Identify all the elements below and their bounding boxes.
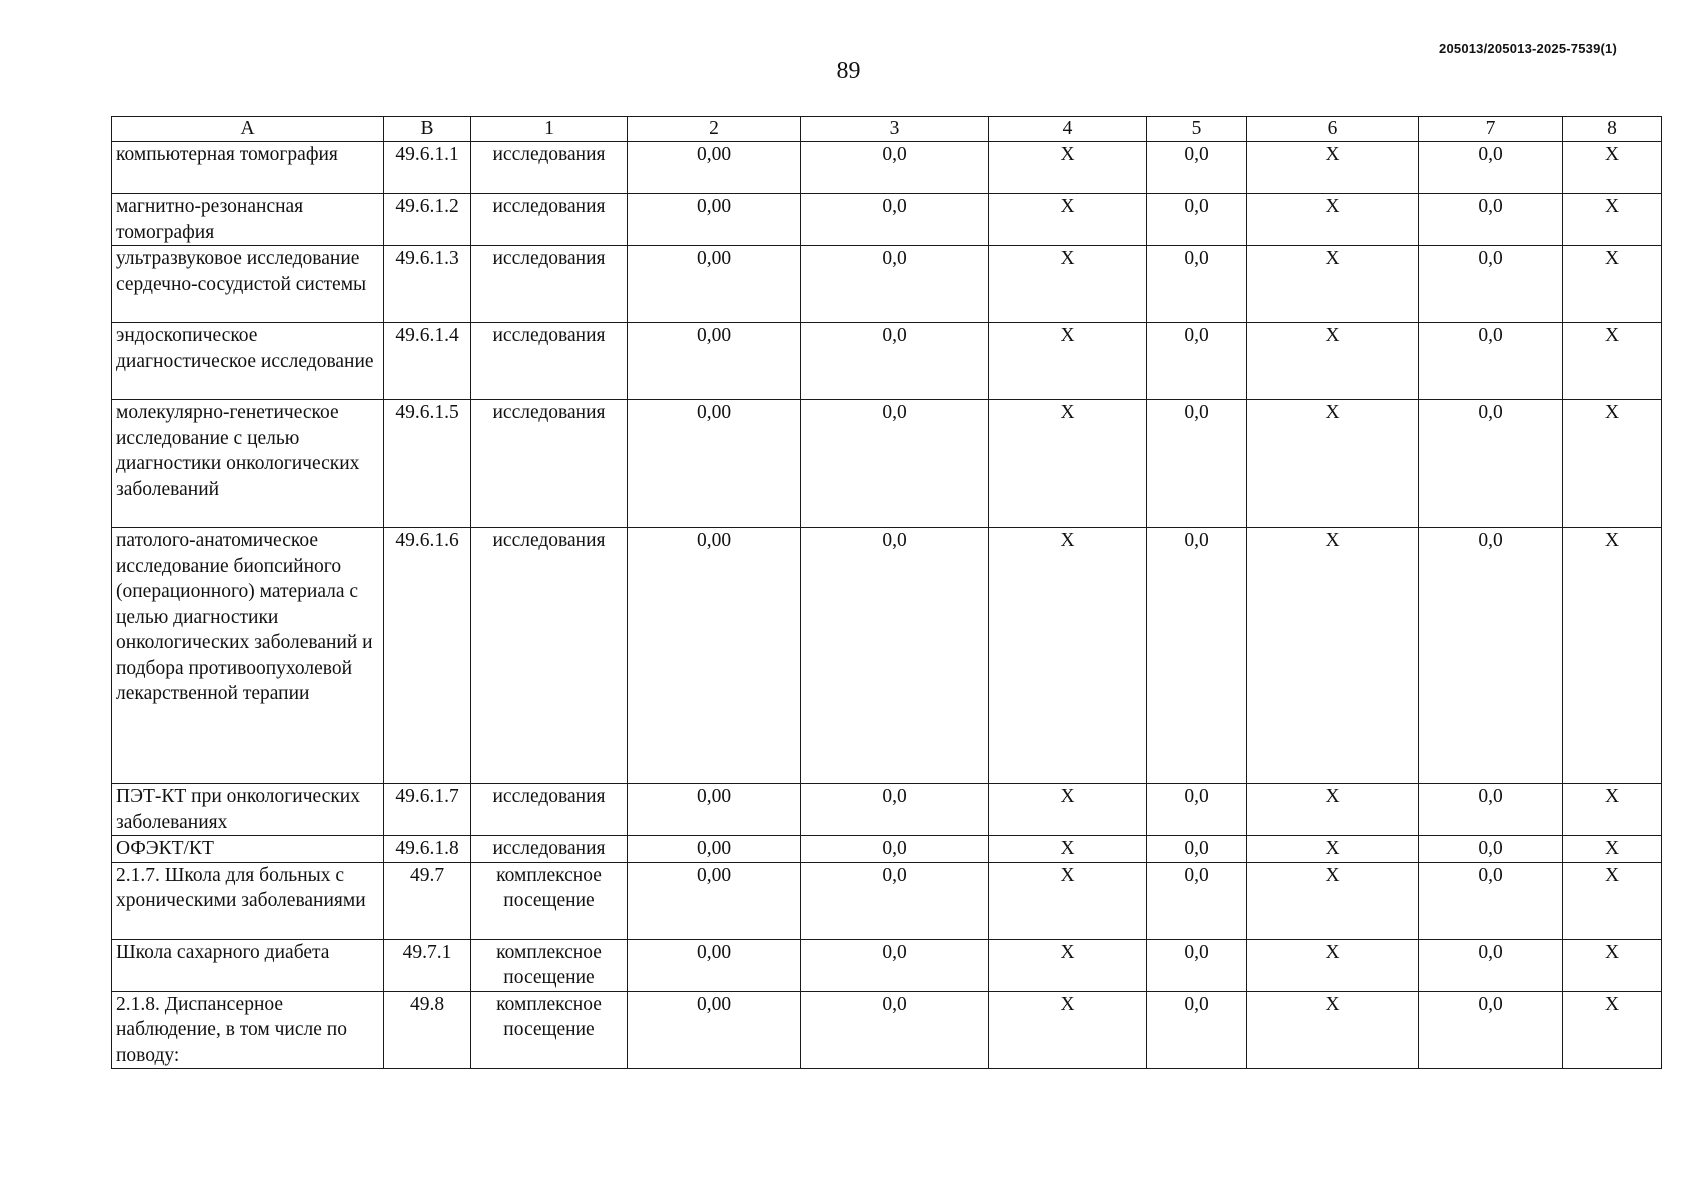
cell-col-5: 0,0 bbox=[1147, 836, 1247, 863]
cell-col-5: 0,0 bbox=[1147, 939, 1247, 991]
cell-col-4: Х bbox=[989, 400, 1147, 528]
row-name: эндоскопическое диагностическое исследование bbox=[112, 323, 384, 400]
col-header-6: 6 bbox=[1247, 117, 1419, 142]
table-row bbox=[112, 246, 1662, 323]
cell-col-8: Х bbox=[1563, 323, 1662, 400]
cell-col-3: 0,0 bbox=[801, 939, 989, 991]
table-row bbox=[112, 991, 1662, 1069]
cell-col-4: Х bbox=[989, 836, 1147, 863]
cell-col-2: 0,00 bbox=[628, 528, 801, 784]
cell-col-6: Х bbox=[1247, 400, 1419, 528]
cell-col-7: 0,0 bbox=[1419, 142, 1563, 194]
row-unit: исследования bbox=[471, 836, 628, 863]
cell-col-7: 0,0 bbox=[1419, 862, 1563, 939]
row-unit: исследования bbox=[471, 246, 628, 323]
cell-col-3: 0,0 bbox=[801, 142, 989, 194]
col-header-a: А bbox=[112, 117, 384, 142]
cell-col-4: Х bbox=[989, 246, 1147, 323]
cell-col-4: Х bbox=[989, 528, 1147, 784]
table-row bbox=[112, 836, 1662, 863]
cell-col-3: 0,0 bbox=[801, 400, 989, 528]
row-name: магнитно-резонансная томография bbox=[112, 194, 384, 246]
data-table bbox=[111, 116, 1662, 1069]
cell-col-5: 0,0 bbox=[1147, 323, 1247, 400]
row-unit: исследования bbox=[471, 784, 628, 836]
col-header-2: 2 bbox=[628, 117, 801, 142]
row-unit: исследования bbox=[471, 400, 628, 528]
row-name: Школа сахарного диабета bbox=[112, 939, 384, 991]
cell-col-8: Х bbox=[1563, 246, 1662, 323]
cell-col-3: 0,0 bbox=[801, 323, 989, 400]
cell-col-7: 0,0 bbox=[1419, 991, 1563, 1069]
cell-col-7: 0,0 bbox=[1419, 836, 1563, 863]
row-name: 2.1.7. Школа для больных с хроническими заболеваниями bbox=[112, 862, 384, 939]
table-row bbox=[112, 784, 1662, 836]
cell-col-7: 0,0 bbox=[1419, 323, 1563, 400]
cell-col-5: 0,0 bbox=[1147, 194, 1247, 246]
cell-col-6: Х bbox=[1247, 939, 1419, 991]
col-header-8: 8 bbox=[1563, 117, 1662, 142]
cell-col-8: Х bbox=[1563, 194, 1662, 246]
cell-col-6: Х bbox=[1247, 528, 1419, 784]
cell-col-3: 0,0 bbox=[801, 194, 989, 246]
cell-col-4: Х bbox=[989, 784, 1147, 836]
row-code: 49.6.1.6 bbox=[384, 528, 471, 784]
cell-col-5: 0,0 bbox=[1147, 142, 1247, 194]
cell-col-4: Х bbox=[989, 862, 1147, 939]
cell-col-3: 0,0 bbox=[801, 528, 989, 784]
cell-col-5: 0,0 bbox=[1147, 991, 1247, 1069]
cell-col-2: 0,00 bbox=[628, 246, 801, 323]
col-header-b: В bbox=[384, 117, 471, 142]
cell-col-2: 0,00 bbox=[628, 991, 801, 1069]
cell-col-7: 0,0 bbox=[1419, 784, 1563, 836]
cell-col-5: 0,0 bbox=[1147, 862, 1247, 939]
table-row bbox=[112, 528, 1662, 784]
cell-col-3: 0,0 bbox=[801, 862, 989, 939]
col-header-7: 7 bbox=[1419, 117, 1563, 142]
cell-col-4: Х bbox=[989, 991, 1147, 1069]
table-row bbox=[112, 862, 1662, 939]
cell-col-8: Х bbox=[1563, 991, 1662, 1069]
cell-col-8: Х bbox=[1563, 784, 1662, 836]
cell-col-6: Х bbox=[1247, 142, 1419, 194]
cell-col-6: Х bbox=[1247, 246, 1419, 323]
row-name: патолого-анатомическое исследование биопсийного (операционного) материала с целью диагностики онкологических заболеваний и подбора противоопухолевой лекарственной терапии bbox=[112, 528, 384, 784]
row-code: 49.6.1.4 bbox=[384, 323, 471, 400]
row-name: 2.1.8. Диспансерное наблюдение, в том числе по поводу: bbox=[112, 991, 384, 1069]
cell-col-8: Х bbox=[1563, 862, 1662, 939]
cell-col-2: 0,00 bbox=[628, 836, 801, 863]
cell-col-8: Х bbox=[1563, 528, 1662, 784]
row-unit: комплексное посещение bbox=[471, 991, 628, 1069]
header-row bbox=[112, 117, 1662, 142]
row-code: 49.8 bbox=[384, 991, 471, 1069]
cell-col-6: Х bbox=[1247, 836, 1419, 863]
row-code: 49.6.1.5 bbox=[384, 400, 471, 528]
row-unit: исследования bbox=[471, 142, 628, 194]
col-header-5: 5 bbox=[1147, 117, 1247, 142]
cell-col-5: 0,0 bbox=[1147, 400, 1247, 528]
cell-col-4: Х bbox=[989, 194, 1147, 246]
cell-col-6: Х bbox=[1247, 323, 1419, 400]
row-unit: исследования bbox=[471, 323, 628, 400]
row-name: ОФЭКТ/КТ bbox=[112, 836, 384, 863]
row-code: 49.6.1.7 bbox=[384, 784, 471, 836]
cell-col-2: 0,00 bbox=[628, 939, 801, 991]
cell-col-3: 0,0 bbox=[801, 836, 989, 863]
cell-col-2: 0,00 bbox=[628, 194, 801, 246]
cell-col-6: Х bbox=[1247, 991, 1419, 1069]
cell-col-2: 0,00 bbox=[628, 142, 801, 194]
row-unit: комплексное посещение bbox=[471, 862, 628, 939]
cell-col-3: 0,0 bbox=[801, 246, 989, 323]
cell-col-4: Х bbox=[989, 939, 1147, 991]
table-row bbox=[112, 400, 1662, 528]
cell-col-6: Х bbox=[1247, 862, 1419, 939]
page-number: 89 bbox=[836, 58, 861, 84]
row-code: 49.6.1.3 bbox=[384, 246, 471, 323]
row-code: 49.7 bbox=[384, 862, 471, 939]
cell-col-7: 0,0 bbox=[1419, 246, 1563, 323]
cell-col-2: 0,00 bbox=[628, 862, 801, 939]
table-row bbox=[112, 194, 1662, 246]
cell-col-4: Х bbox=[989, 142, 1147, 194]
row-unit: исследования bbox=[471, 194, 628, 246]
cell-col-7: 0,0 bbox=[1419, 400, 1563, 528]
row-code: 49.6.1.1 bbox=[384, 142, 471, 194]
cell-col-8: Х bbox=[1563, 400, 1662, 528]
cell-col-6: Х bbox=[1247, 784, 1419, 836]
row-code: 49.7.1 bbox=[384, 939, 471, 991]
cell-col-2: 0,00 bbox=[628, 323, 801, 400]
cell-col-7: 0,0 bbox=[1419, 939, 1563, 991]
cell-col-7: 0,0 bbox=[1419, 528, 1563, 784]
table-row bbox=[112, 142, 1662, 194]
col-header-1: 1 bbox=[471, 117, 628, 142]
cell-col-5: 0,0 bbox=[1147, 528, 1247, 784]
cell-col-4: Х bbox=[989, 323, 1147, 400]
row-name: компьютерная томография bbox=[112, 142, 384, 194]
cell-col-6: Х bbox=[1247, 194, 1419, 246]
table-row bbox=[112, 939, 1662, 991]
cell-col-8: Х bbox=[1563, 142, 1662, 194]
cell-col-5: 0,0 bbox=[1147, 246, 1247, 323]
cell-col-2: 0,00 bbox=[628, 400, 801, 528]
row-code: 49.6.1.8 bbox=[384, 836, 471, 863]
document-id: 205013/205013-2025-7539(1) bbox=[1439, 41, 1617, 56]
cell-col-7: 0,0 bbox=[1419, 194, 1563, 246]
cell-col-3: 0,0 bbox=[801, 784, 989, 836]
row-unit: комплексное посещение bbox=[471, 939, 628, 991]
cell-col-8: Х bbox=[1563, 836, 1662, 863]
cell-col-5: 0,0 bbox=[1147, 784, 1247, 836]
table-row bbox=[112, 323, 1662, 400]
row-name: ультразвуковое исследование сердечно-сосудистой системы bbox=[112, 246, 384, 323]
cell-col-2: 0,00 bbox=[628, 784, 801, 836]
row-code: 49.6.1.2 bbox=[384, 194, 471, 246]
col-header-3: 3 bbox=[801, 117, 989, 142]
row-unit: исследования bbox=[471, 528, 628, 784]
cell-col-3: 0,0 bbox=[801, 991, 989, 1069]
col-header-4: 4 bbox=[989, 117, 1147, 142]
row-name: ПЭТ-КТ при онкологических заболеваниях bbox=[112, 784, 384, 836]
cell-col-8: Х bbox=[1563, 939, 1662, 991]
row-name: молекулярно-генетическое исследование с целью диагностики онкологических заболеваний bbox=[112, 400, 384, 528]
